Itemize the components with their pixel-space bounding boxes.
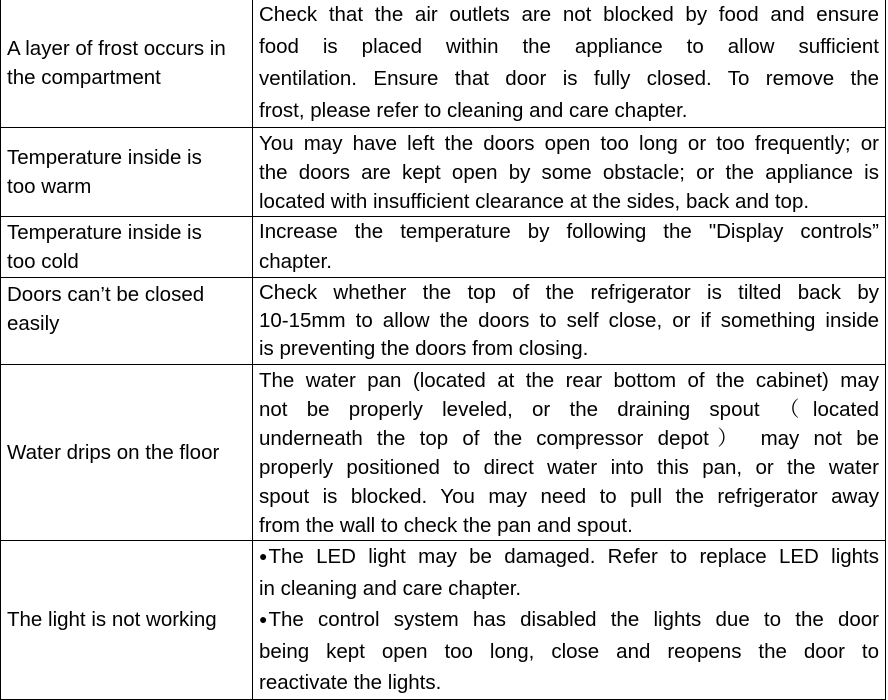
- solution-text: You may have left the doors open too long or too frequently; or: [259, 131, 879, 155]
- table-row: [1, 365, 886, 541]
- solution-bullet-line: [259, 604, 879, 636]
- solution-text: underneath the top of the compressor depot） may not be: [259, 426, 879, 450]
- solution-cell: [253, 365, 886, 541]
- table-row: [1, 217, 886, 278]
- problem-cell: [1, 128, 253, 217]
- problem-cell: [1, 365, 253, 541]
- bullet-icon: ●: [259, 611, 268, 627]
- problem-text: Temperature inside is: [7, 221, 202, 244]
- solution-text: The LED light may be damaged. Refer to replace LED lights: [268, 545, 879, 568]
- problem-text: The light is not working: [7, 608, 217, 632]
- problem-text: A layer of frost occurs in: [7, 37, 226, 60]
- solution-text: Check that the air outlets are not blocked by food and ensure: [259, 3, 879, 26]
- problem-text: too cold: [7, 250, 79, 273]
- problem-cell: [1, 217, 253, 278]
- solution-text: being kept open too long, close and reopens the door to: [259, 639, 879, 663]
- solution-text: located with insufficient clearance at the sides, back and top.: [259, 189, 810, 213]
- solution-bullet-line: [259, 541, 879, 573]
- problem-text: too warm: [7, 175, 92, 198]
- solution-text: reactivate the lights.: [259, 671, 442, 694]
- solution-text: Check whether the top of the refrigerator is tilted back by: [259, 281, 879, 304]
- solution-text: The control system has disabled the lights due to the door: [268, 608, 879, 631]
- solution-text: is preventing the doors from closing.: [259, 337, 589, 360]
- solution-cell: [253, 541, 886, 700]
- table-row: [1, 541, 886, 700]
- solution-text: Increase the temperature by following the "Display controls”: [259, 220, 879, 243]
- solution-cell: [253, 278, 886, 365]
- solution-text: ventilation. Ensure that door is fully closed. To remove the: [259, 67, 879, 90]
- problem-text: Doors can’t be closed: [7, 283, 205, 306]
- solution-cell: [253, 0, 886, 128]
- problem-cell: [1, 0, 253, 128]
- solution-cell: [253, 128, 886, 217]
- solution-text: not be properly leveled, or the draining spout （located: [259, 397, 879, 421]
- table-row: [1, 128, 886, 217]
- problem-text: easily: [7, 312, 60, 335]
- solution-text: chapter.: [259, 250, 332, 273]
- problem-cell: [1, 278, 253, 365]
- solution-text: 10-15mm to allow the doors to self close, or if something inside: [259, 309, 879, 332]
- solution-text: food is placed within the appliance to allow sufficient: [259, 35, 879, 58]
- problem-cell: [1, 541, 253, 700]
- solution-text: the doors are kept open by some obstacle; or the appliance is: [259, 160, 879, 184]
- solution-text: in cleaning and care chapter.: [259, 576, 522, 600]
- solution-cell: [253, 217, 886, 278]
- problem-text: Temperature inside is: [7, 146, 202, 169]
- problem-text: the compartment: [7, 66, 161, 89]
- table-row: [1, 278, 886, 365]
- solution-text: from the wall to check the pan and spout.: [259, 513, 633, 537]
- problem-text: Water drips on the floor: [7, 441, 220, 464]
- solution-text: frost, please refer to cleaning and care chapter.: [259, 99, 688, 122]
- solution-text: The water pan (located at the rear bottom of the cabinet) may: [259, 368, 879, 392]
- bullet-icon: ●: [259, 548, 268, 564]
- table-row: [1, 0, 886, 128]
- solution-text: properly positioned to direct water into this pan, or the water: [259, 455, 879, 479]
- solution-text: spout is blocked. You may need to pull the refrigerator away: [259, 484, 879, 508]
